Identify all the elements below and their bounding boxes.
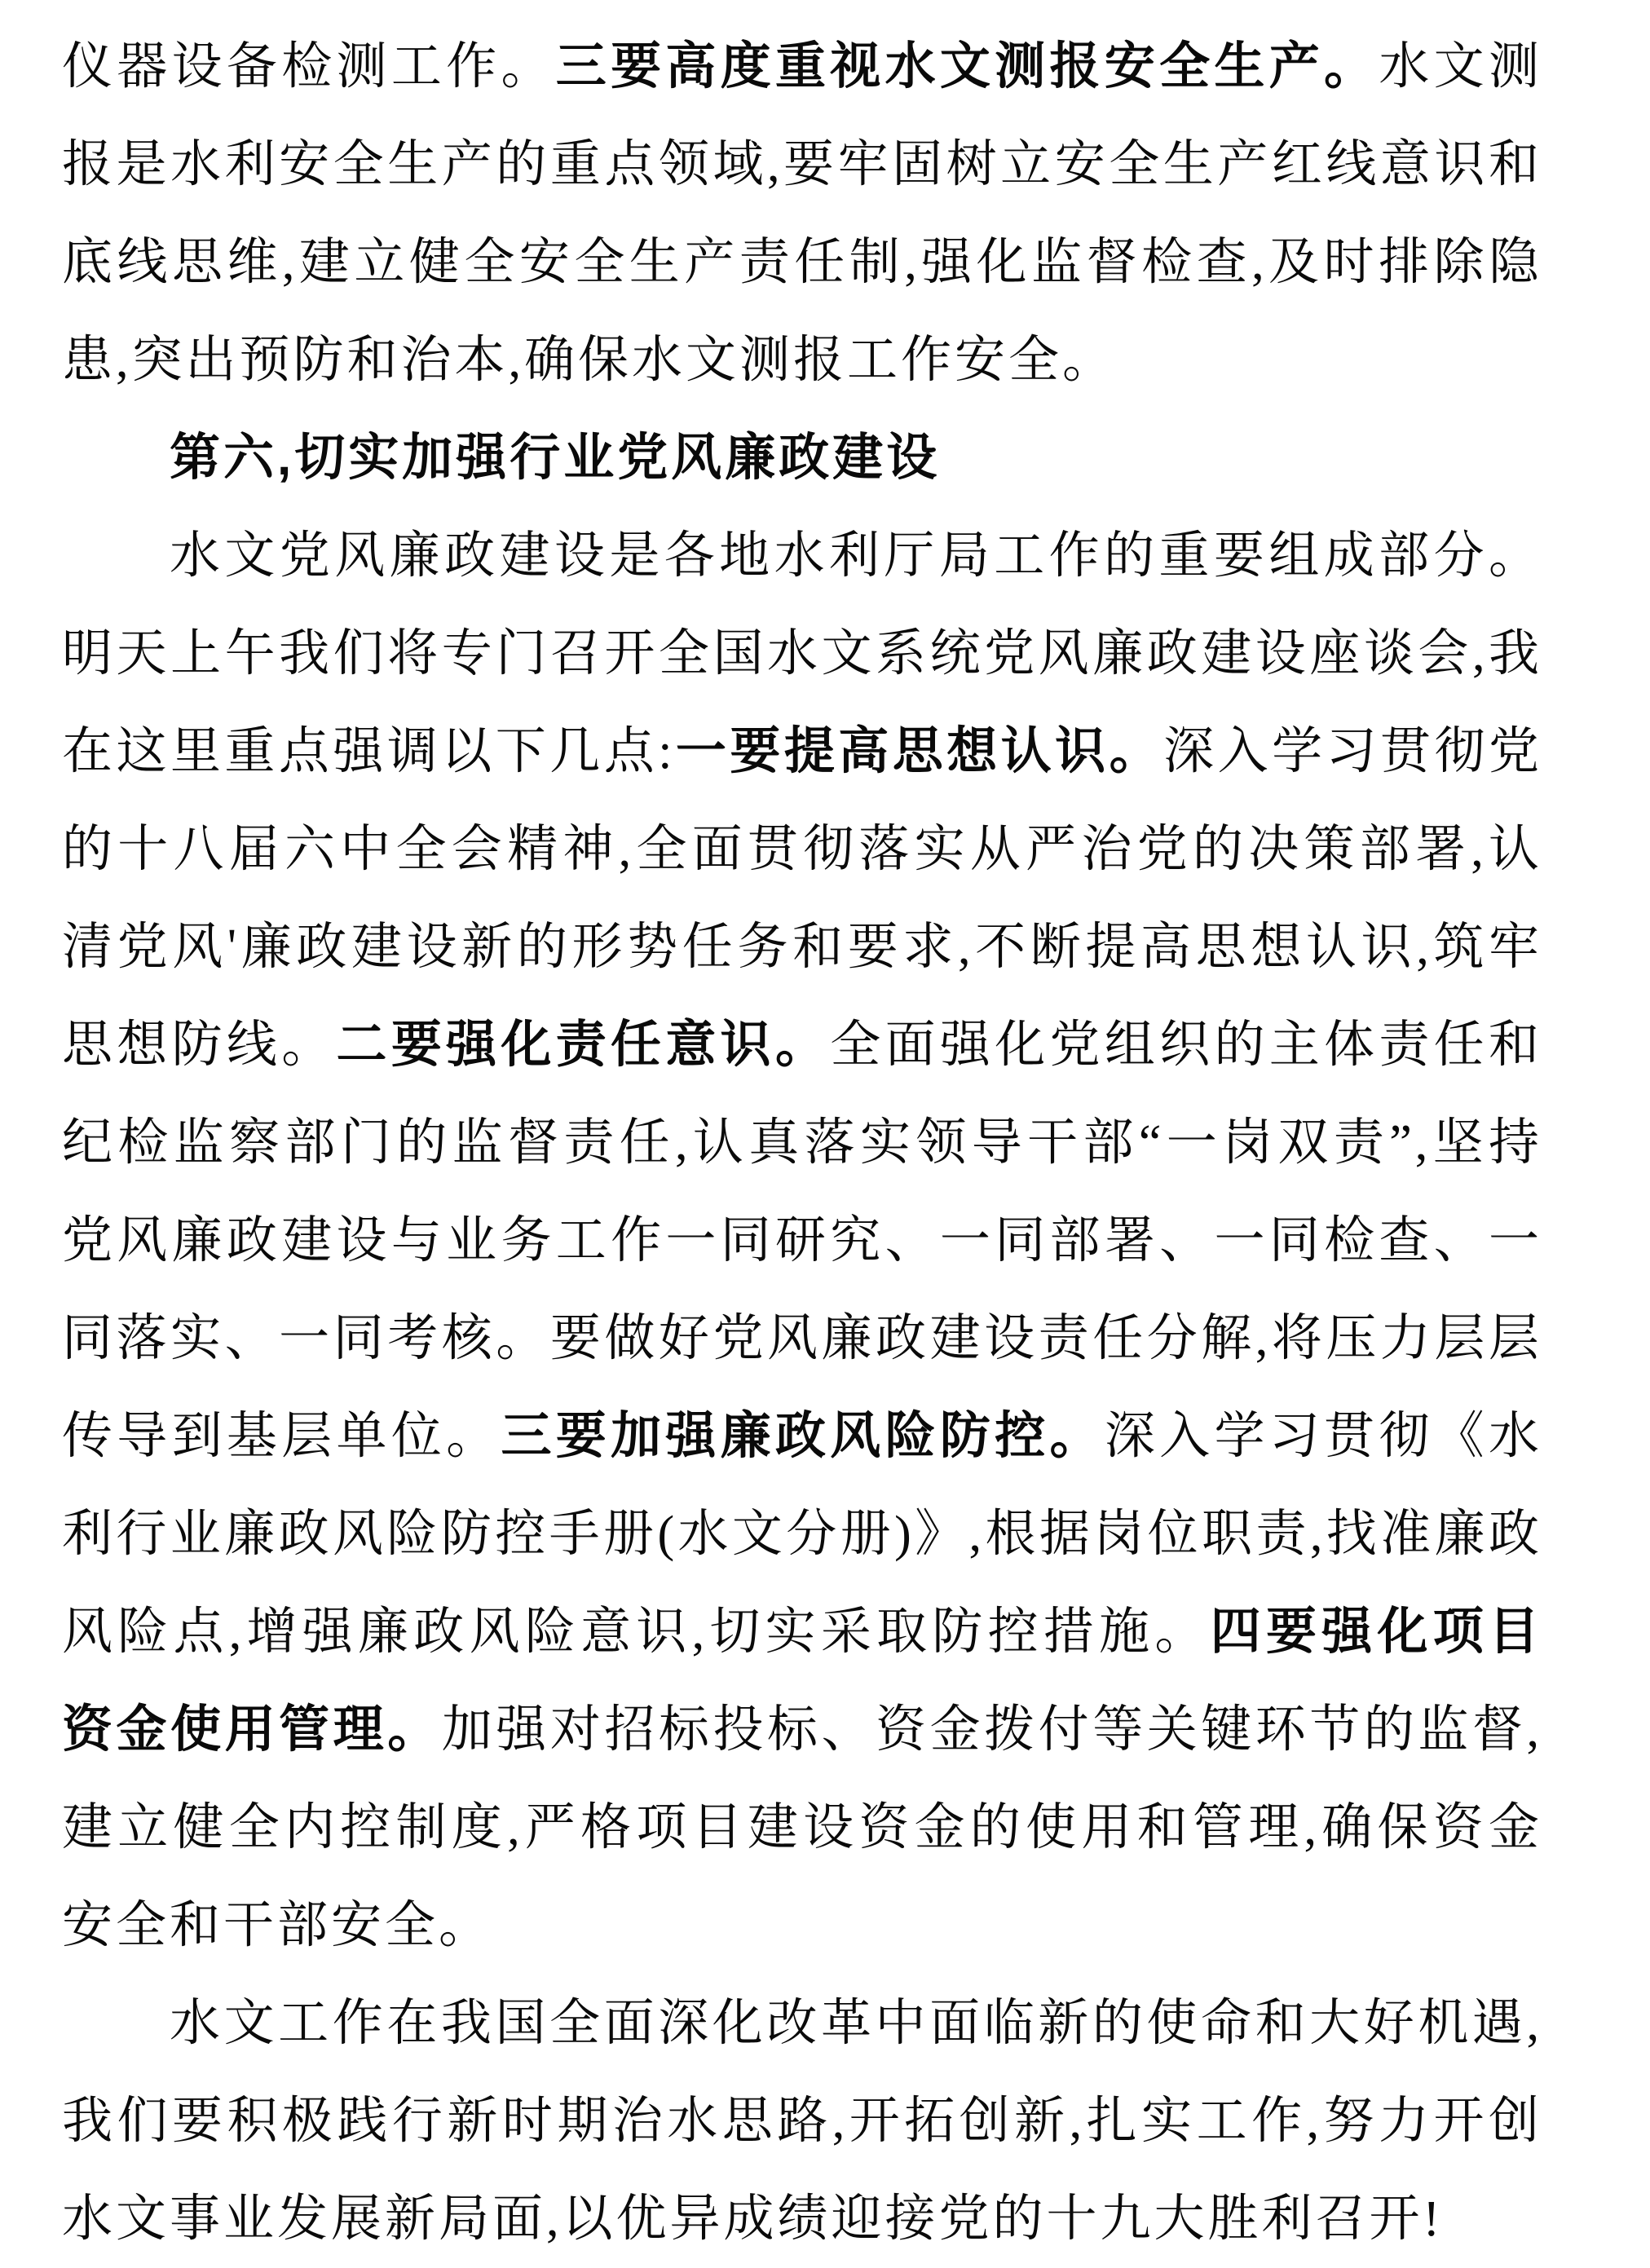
emphasis-segment: 四要强化项目资金使用管理。 bbox=[62, 1604, 1542, 1758]
text-segment: 仪器设备检测工作。 bbox=[62, 39, 556, 95]
emphasis-segment: 二要强化责任意识。 bbox=[336, 1017, 831, 1073]
emphasis-segment: 第六,切实加强行业党风廉政建设 bbox=[170, 430, 941, 486]
text-segment: 加强对招标投标、资金拨付等关键环节的监督,建立健全内控制度,严格项目建设资金的使用和管理,确保资金安全和干部安全。 bbox=[62, 1702, 1542, 1953]
section-heading bbox=[62, 409, 1542, 507]
text-segment: 水文工作在我国全面深化改革中面临新的使命和大好机遇,我们要积极践行新时期治水思路,开拓创新,扎实工作,努力开创水文事业发展新局面,以优异成绩迎接党的十九大胜利召开! bbox=[62, 1996, 1542, 2247]
text-segment: 全面强化党组织的主体责任和纪检监察部门的监督责任,认真落实领导干部“一岗双责”,坚持党风廉政建设与业务工作一同研究、一同部署、一同检查、一同落实、一同考核。要做好党风廉政建设责任分解,将压力层层传导到基层单位。 bbox=[62, 1017, 1542, 1464]
body-paragraph bbox=[62, 507, 1542, 1975]
continuation-paragraph bbox=[62, 18, 1542, 409]
text-segment: 深入学习贯彻党的十八届六中全会精神,全面贯彻落实从严治党的决策部署,认清党风'廉政建设新的形势任务和要求,不断提高思想认识,筑牢思想防线。 bbox=[62, 724, 1542, 1073]
closing-paragraph bbox=[62, 1975, 1542, 2268]
document-body bbox=[62, 18, 1542, 2268]
emphasis-segment: 一要提高思想认识。 bbox=[675, 723, 1164, 779]
emphasis-segment: 三要加强廉政风险防控。 bbox=[501, 1408, 1105, 1464]
text-segment: 水文测报是水利安全生产的重点领域,要牢固树立安全生产红线意识和底线思维,建立健全安全生产责任制,强化监督检查,及时排除隐患,突出预防和治本,确保水文测报工作安全。 bbox=[62, 39, 1542, 388]
emphasis-segment: 三要高度重视水文测报安全生产。 bbox=[555, 38, 1379, 95]
text-segment: 水文党风廉政建设是各地水利厅局工作的重要组成部分。明天上午我们将专门召开全国水文系统党风廉政建设座谈会,我在这里重点强调以下几点: bbox=[62, 528, 1542, 779]
text-segment: 深入学习贯彻《水利行业廉政风险防控手册(水文分册)》,根据岗位职责,找准廉政风险点,增强廉政风险意识,切实采取防控措施。 bbox=[62, 1409, 1542, 1660]
